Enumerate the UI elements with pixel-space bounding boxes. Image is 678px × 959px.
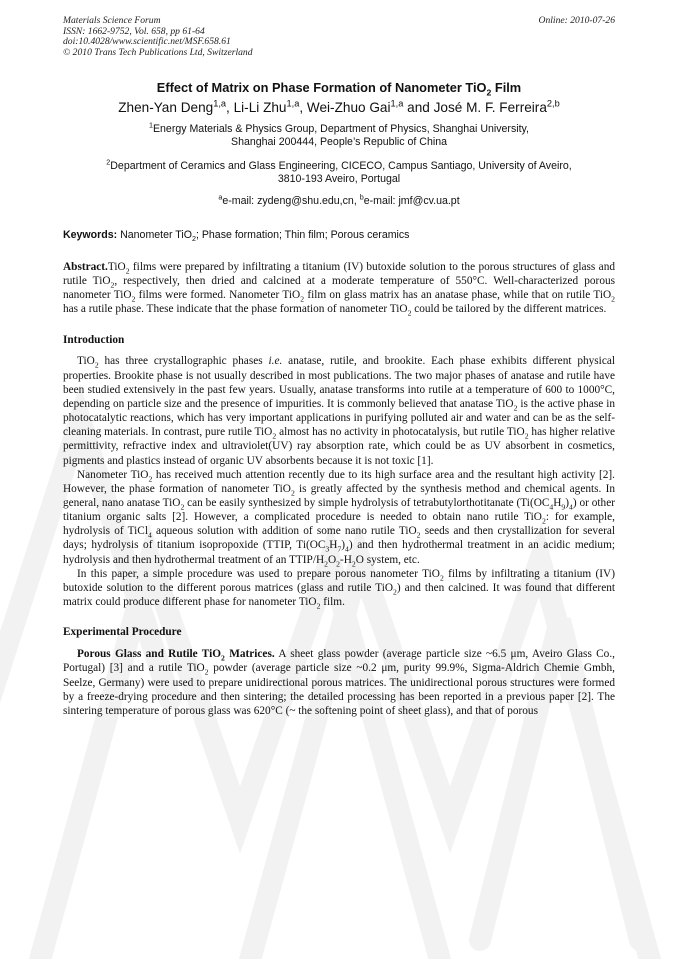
abstract: Abstract.TiO$_2$ films were prepared by infiltrating a titanium (IV) butoxide solution to the porous structures of glass and rutile TiO$_2$, respectively, then dried and calcined at a moderate temperature of 550°C. Well-characterized porous nanometer TiO$_2$ films were formed. Nanometer TiO$_2$ film on glass matrix has an anatase phase, while that on rutile TiO$_2$ has a rutile phase. These indicate that the phase formation of nanometer TiO$_2$ could be tailored by the different matrices.: [63, 260, 616, 318]
keywords-label: Keywords:: [63, 229, 118, 242]
experimental-paragraph-1: Porous Glass and Rutile TiO$_2$ Matrices. A sheet glass powder (average particle size ~6.5 μm, Aveiro Glass Co., Portugal) [3] and a rutile TiO$_2$ powder (average particle size ~0.2 μm, purity 99.9%, Sigma-Aldrich Chemie Gmbh, Seelze, Germany) were used to prepare unidirectional porous matrices. The unidirectional porous structures were formed by a freeze-drying procedure and then sintering; the detailed processing has been reported in a previous paper [2]. The sintering temperature of porous glass was 620°C (~ the softening point of sheet glass), and that of porous: [63, 648, 615, 717]
journal-name: Materials Science Forum: [63, 15, 161, 26]
subsection-heading: Porous Glass and Rutile TiO$_2$ Matrices.: [77, 648, 275, 663]
introduction-heading: Introduction: [63, 334, 125, 347]
abstract-label: Abstract.: [63, 260, 108, 273]
journal-header: [63, 16, 615, 58]
experimental-heading: Experimental Procedure: [63, 626, 182, 639]
paper-title: Effect of Matrix on Phase Formation of Nanometer TiO$_2$ Film: [156, 80, 522, 98]
paper-body: [63, 80, 615, 718]
author-list: Zhen-Yan Deng$^{1,a}$, Li-Li Zhu$^{1,a}$, Wei-Zhuo Gai$^{1,a}$ and José M. F. Ferreira$^{2,b}$: [118, 98, 560, 115]
intro-paragraph-2: Nanometer TiO$_2$ has received much attention recently due to its high surface area and the resultant high activity [2]. However, the phase formation of nanometer TiO$_2$ is greatly affected by the synthesis method and chemical agents. In general, nano anatase TiO$_2$ can be easily synthesized by simple hydrolysis of tetrabutylorthotitanate $(Ti(OC_4H_9)_4)$ or other titanium organic salts [2]. However, a complicated procedure is needed to obtain nano rutile TiO$_2$: for example, hydrolysis of TiCl$_4$ aqueous solution with addition of some nano rutile TiO$_2$ seeds and then crystallization for several days; hydrolysis of titanium isopropoxide (TTIP, $Ti(OC_3H_7)_4$) and then hydrothermal treatment in an acidic medium; hydrolysis and then hydrothermal treatment of an TTIP/$H_2O_2-H_2O$ system, etc.: [63, 468, 616, 568]
intro-paragraph-1: TiO$_2$ has three crystallographic phases i.e. anatase, rutile, and brookite. Each phase exhibits different physical properties. Brookite phase is not usually described in most publications. The two major phases of anatase and rutile have been studied extensively in the past few years. Usually, anatase transforms into rutile at a temperature of 600 to 1000°C, depending on particle size and the presence of impurities. It is commonly believed that anatase TiO$_2$ is the active phase in photocatalytic reactions, which has very important applications in purifying polluted air and water and can be as the self-cleaning materials. In contrast, pure rutile TiO$_2$ almost has no activity in photocatalysis, but rutile TiO$_2$ has higher relative permittivity, refractive index and ultraviolet(UV) ray absorption rate, which could be as UV absorbent in cosmetics, pigments and plastics instead of organic UV absorbents because it is not toxic [1].: [63, 355, 615, 467]
affiliation-1: $^1$Energy Materials & Physics Group, Department of Physics, Shanghai University, Shanghai 200444, People’s Republic of China: [148, 120, 530, 149]
copyright-line: © 2010 Trans Tech Publications Ltd, Switzerland: [63, 46, 253, 58]
intro-paragraph-3: In this paper, a simple procedure was used to prepare porous nanometer TiO$_2$ films by infiltrating a titanium (IV) butoxide solution to the different porous matrices (glass and rutile TiO$_2$) and then calcined. It was found that different matrix could produce different phase for nanometer TiO$_2$ film.: [63, 567, 615, 611]
keywords: Keywords: Nanometer TiO$_2$; Phase formation; Thin film; Porous ceramics: [63, 229, 410, 244]
issn-line: ISSN: 1662-9752, Vol. 658, pp 61-64: [63, 25, 205, 37]
online-date: Online: 2010-07-26: [538, 15, 615, 26]
author-emails: $^a$e-mail: zydeng@shu.edu,cn, $^b$e-mail: jmf@cv.ua.pt: [218, 192, 460, 208]
doi-line: doi:10.4028/www.scientific.net/MSF.658.61: [63, 36, 231, 48]
affiliation-2: $^2$Department of Ceramics and Glass Engineering, CICECO, Campus Santiago, University of Aveiro, 3810-193 Aveiro, Portugal: [106, 157, 572, 185]
